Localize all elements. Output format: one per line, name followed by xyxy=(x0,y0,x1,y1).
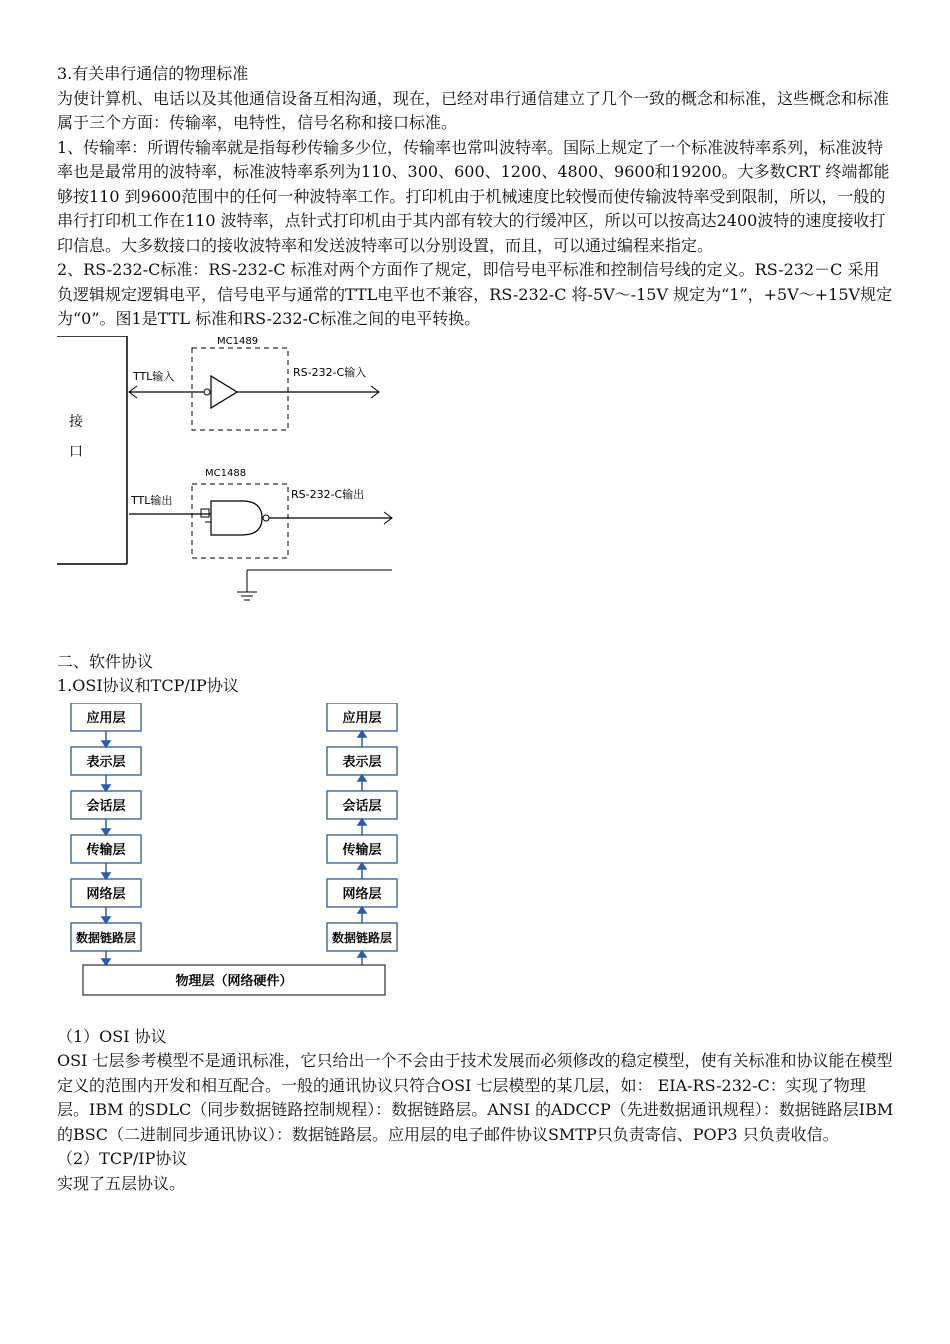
ttl-output-label: TTL输出 xyxy=(131,493,173,507)
baud-rate-paragraph: 1、传输率：所谓传输率就是指每秒传输多少位，传输率也常叫波特率。国际上规定了一个标准波特率系列，标准波特率也是最常用的波特率，标准波特率系列为110、300、600、1200、4800、9600和19200。大多数CRT 终端都能够按110 到9600范围中的任何一种波特率工作。打印机由于机械速度比较慢而使传输波特率受到限制，所以，一般的串行打印机工作在110 波特率，点针式打印机由于其内部有较大的行缓冲区，所以可以按高达2400波特的速度接收打印信息。大多数接口的接收波特率和发送波特率可以分别设置，而且，可以通过编程来指定。 xyxy=(57,137,890,255)
right-layer-label: 会话层 xyxy=(342,798,382,814)
ttl-input-label: TTL输入 xyxy=(133,369,175,383)
osi-heading: （1）OSI 协议 xyxy=(57,1026,167,1046)
tcpip-heading: （2）TCP/IP协议 xyxy=(57,1149,188,1168)
tcpip-paragraph: 实现了五层协议。 xyxy=(57,1173,186,1193)
left-layer-label: 应用层 xyxy=(86,710,126,726)
rs-input-label: RS-232-C输入 xyxy=(293,365,367,379)
osi-model-figure xyxy=(57,699,895,1025)
left-layer-label: 传输层 xyxy=(86,842,126,858)
left-layer-label: 网络层 xyxy=(86,886,126,902)
right-layer-label: 表示层 xyxy=(342,754,382,770)
intro-paragraph: 为使计算机、电话以及其他通信设备互相沟通，现在，已经对串行通信建立了几个一致的概念和标准，这些概念和标准属于三个方面：传输率，电特性，信号名称和接口标准。 xyxy=(57,88,890,132)
section-heading: 3.有关串行通信的物理标准 xyxy=(57,64,249,83)
driver-dashed-box xyxy=(192,484,288,558)
software-heading: 二、软件协议 xyxy=(57,651,154,671)
osi-paragraph: OSI 七层参考模型不是通讯标准，它只给出一个不会由于技术发展而必须修改的稳定模型，使有关标准和协议能在模型定义的范围内开发和相互配合。一般的通讯协议只符合OSI 七层模型的某几层，如： EIA-RS-232-C：实现了物理层。IBM 的SDLC（同步数据链路控制规程）：数据链路层。ANSI 的ADCCP（先进数据通讯规程）：数据链路层IBM 的BSC（二进制同步通讯协议）：数据链路层。应用层的电子邮件协议SMTP只负责寄信、POP3 只负责收信。 xyxy=(57,1051,894,1144)
left-layer-label: 会话层 xyxy=(86,798,126,814)
interface-label-1: 接 xyxy=(69,413,83,430)
document-page xyxy=(57,62,895,1196)
osi-model-diagram xyxy=(65,703,405,1013)
receiver-buffer-symbol xyxy=(211,376,237,408)
level-conversion-diagram xyxy=(57,336,417,636)
physical-layer-label: 物理层（网络硬件） xyxy=(175,973,293,989)
right-layer-label: 数据链路层 xyxy=(331,930,393,945)
right-layer-label: 传输层 xyxy=(342,842,382,858)
driver-input-node xyxy=(201,509,209,517)
osi-tcpip-subheading: 1.OSI协议和TCP/IP协议 xyxy=(57,676,239,695)
left-layer-label: 数据链路层 xyxy=(75,930,137,945)
chip-receiver-label: MC1489 xyxy=(217,335,259,347)
rs232-paragraph: 2、RS-232-C标准：RS-232-C 标准对两个方面作了规定，即信号电平标准和控制信号线的定义。RS-232－C 采用负逻辑规定逻辑电平，信号电平与通常的TTL电平也不兼容，RS-232-C 将-5V～-15V 规定为“1”，+5V～+15V规定为“0”。图1是TTL 标准和RS-232-C标准之间的电平转换。 xyxy=(57,260,893,328)
left-layer-label: 表示层 xyxy=(86,754,126,770)
chip-driver-label: MC1488 xyxy=(205,467,247,479)
driver-inverter-bubble xyxy=(263,515,269,521)
right-layer-label: 应用层 xyxy=(342,710,382,726)
receiver-inverter-bubble xyxy=(204,389,210,395)
level-conversion-figure xyxy=(57,332,895,650)
right-layer-label: 网络层 xyxy=(342,886,382,902)
interface-label-2: 口 xyxy=(69,443,83,460)
driver-nand-symbol xyxy=(211,501,262,535)
rs-output-label: RS-232-C输出 xyxy=(291,487,365,501)
